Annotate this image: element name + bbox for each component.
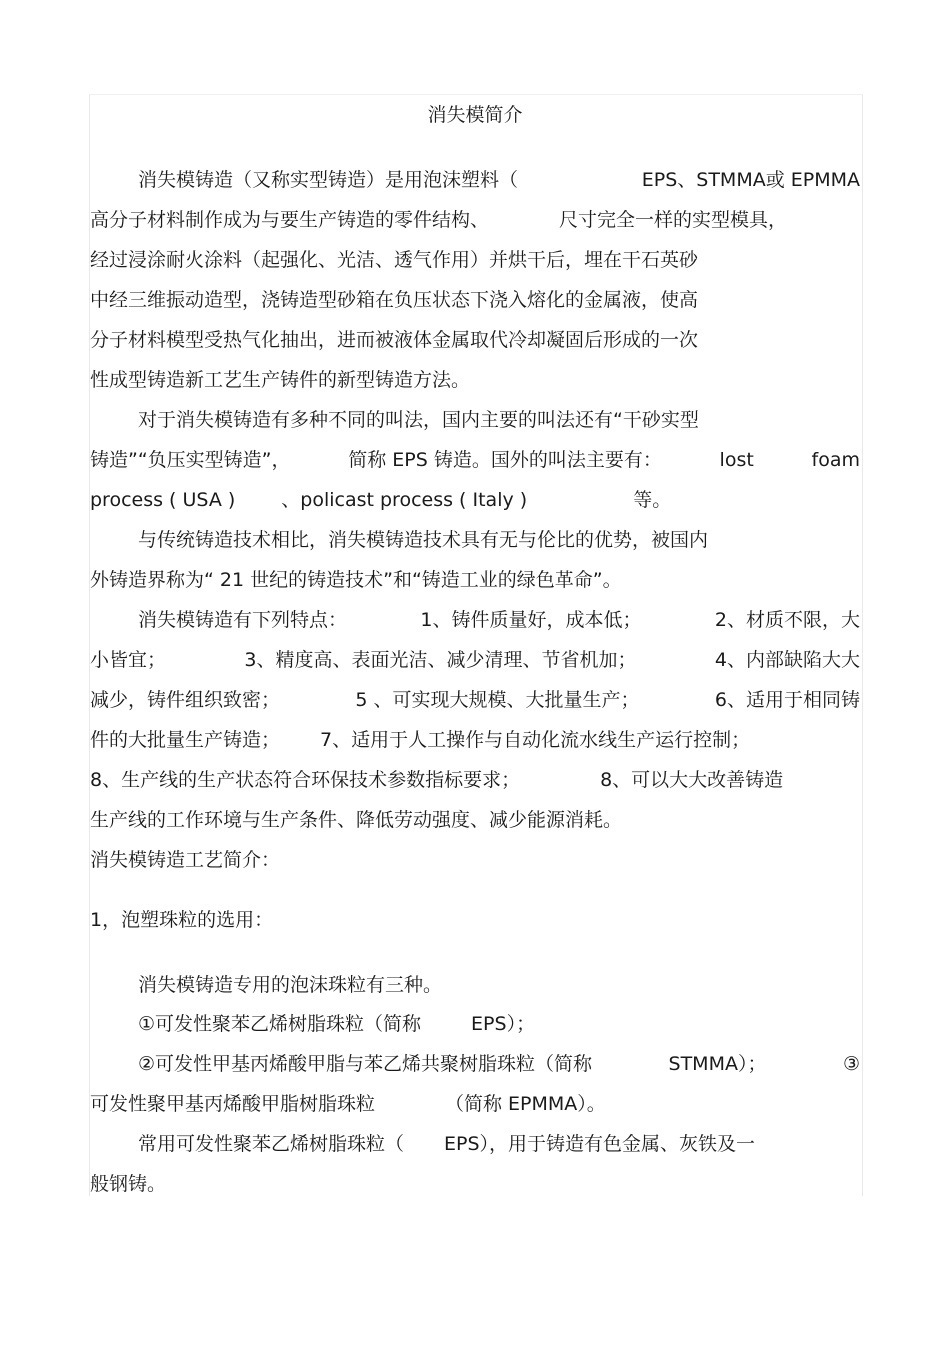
text-line: 小皆宜； 3、精度高、表面光洁、减少清理、节省机加； 4、内部缺陷大大 — [90, 649, 860, 671]
text-line: 消失模铸造（又称实型铸造）是用泡沫塑料（ EPS、STMMA或 EPMMA — [138, 169, 860, 191]
text-line: 减少，铸件组织致密； 5 、可实现大规模、大批量生产； 6、适用于相同铸 — [90, 689, 860, 711]
text-line: 外铸造界称为“ 21 世纪的铸造技术”和“铸造工业的绿色革命”。 — [90, 569, 622, 591]
text-line: ②可发性甲基丙烯酸甲脂与苯乙烯共聚树脂珠粒（简称 STMMA）； ③ — [138, 1053, 860, 1075]
text-line: 经过浸涂耐火涂料（起强化、光洁、透气作用）并烘干后，埋在干石英砂 — [90, 249, 699, 271]
text-line: 常用可发性聚苯乙烯树脂珠粒（ EPS），用于铸造有色金属、灰铁及一 — [138, 1133, 756, 1155]
text-line: 中经三维振动造型，浇铸造型砂箱在负压状态下浇入熔化的金属液，使高 — [90, 289, 699, 311]
text-line: 高分子材料制作成为与要生产铸造的零件结构、 尺寸完全一样的实型模具， — [90, 209, 788, 231]
text-line: 件的大批量生产铸造； 7、适用于人工操作与自动化流水线生产运行控制； — [90, 729, 751, 751]
text-line: 消失模铸造有下列特点： 1、铸件质量好，成本低； 2、材质不限，大 — [138, 609, 860, 631]
text-line: 与传统铸造技术相比，消失模铸造技术具有无与伦比的优势，被国内 — [138, 529, 709, 551]
text-line: 生产线的工作环境与生产条件、降低劳动强度、减少能源消耗。 — [90, 809, 623, 831]
text-line: 般钢铸。 — [90, 1173, 167, 1195]
text-line: process ( USA ) 、policast process ( Italy ) 等。 — [90, 489, 672, 511]
text-line: 性成型铸造新工艺生产铸件的新型铸造方法。 — [90, 369, 471, 391]
text-line: 对于消失模铸造有多种不同的叫法，国内主要的叫法还有“干砂实型 — [138, 409, 699, 431]
text-line: 分子材料模型受热气化抽出，进而被液体金属取代冷却凝固后形成的一次 — [90, 329, 699, 351]
text-line: 8、生产线的生产状态符合环保技术参数指标要求； 8、可以大大改善铸造 — [90, 769, 784, 791]
text-line: ①可发性聚苯乙烯树脂珠粒（简称 EPS）； — [138, 1013, 536, 1035]
section-heading: 消失模铸造工艺简介： — [90, 849, 281, 871]
subsection-heading: 1，泡塑珠粒的选用： — [90, 909, 274, 931]
text-line: 可发性聚甲基丙烯酸甲脂树脂珠粒 （简称 EPMMA）。 — [90, 1093, 606, 1115]
text-line: 消失模铸造专用的泡沫珠粒有三种。 — [138, 974, 443, 996]
document-title: 消失模简介 — [427, 104, 523, 126]
text-line: 铸造”“负压实型铸造”， 简称 EPS 铸造。国外的叫法主要有： lost foam — [90, 449, 860, 471]
